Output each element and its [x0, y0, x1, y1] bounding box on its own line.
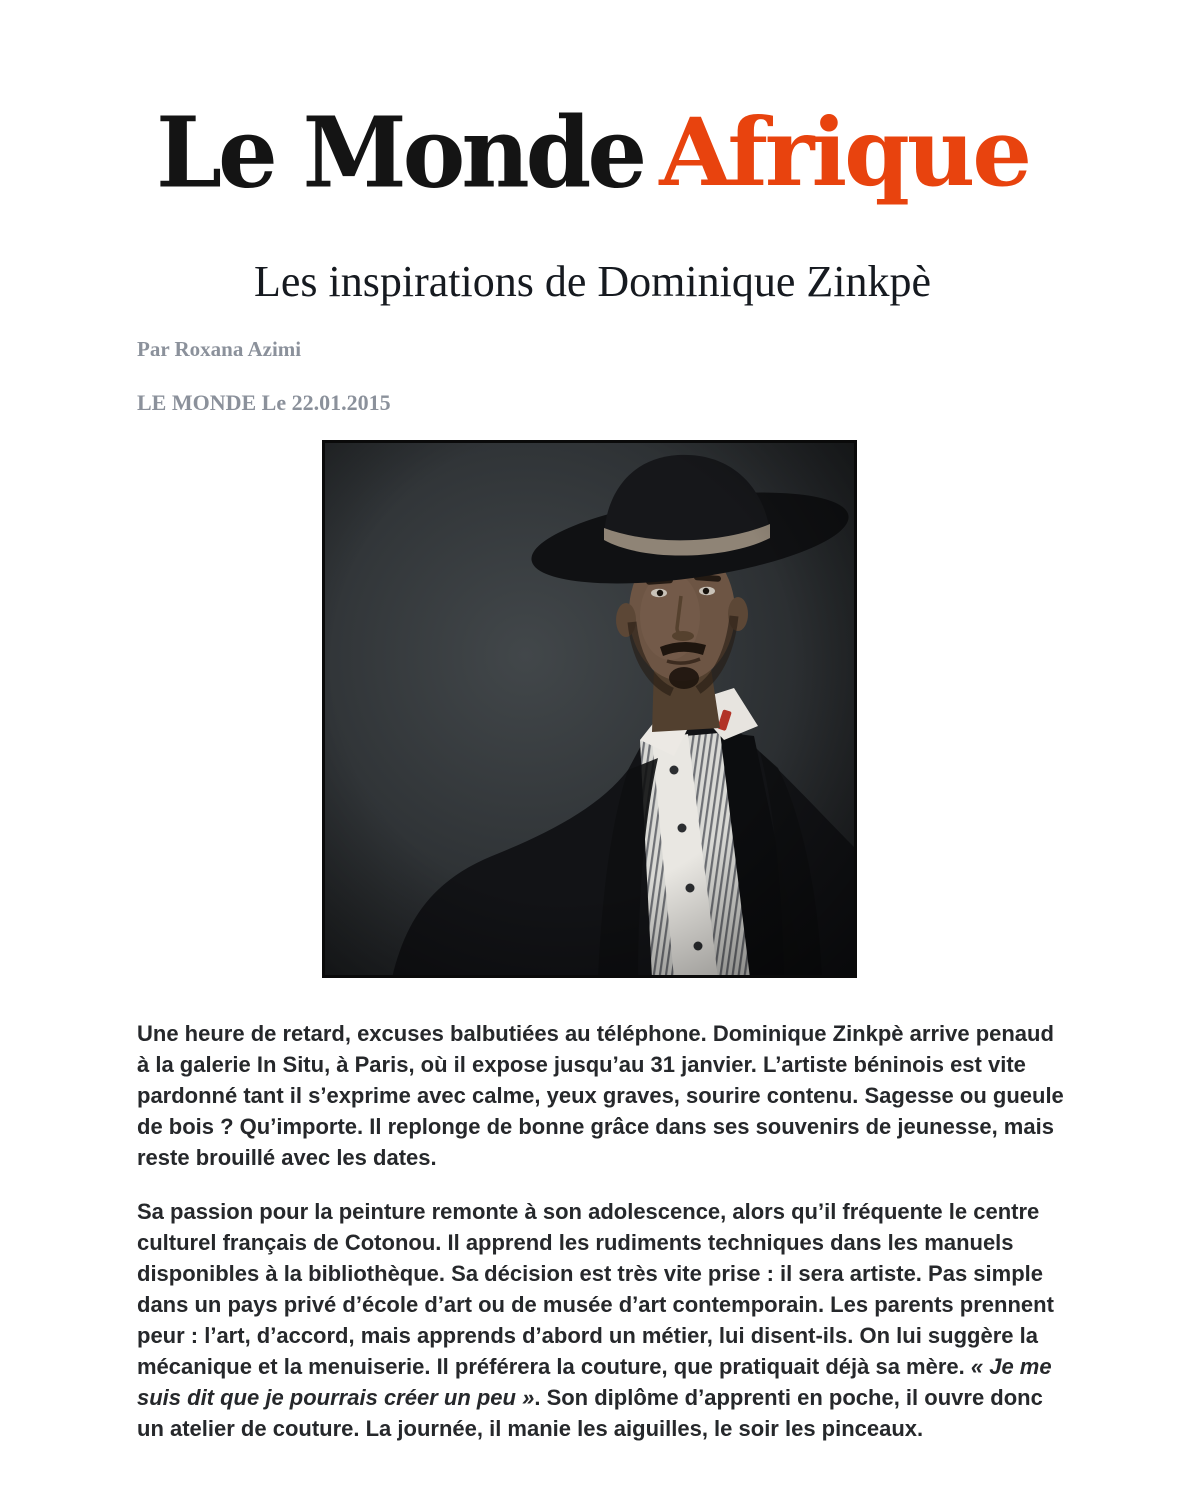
page-title: Les inspirations de Dominique Zinkpè — [254, 257, 931, 307]
dateline: LE MONDE Le 22.01.2015 — [137, 389, 391, 415]
portrait-photo — [322, 440, 857, 978]
afrique-logo: Afrique — [659, 98, 1030, 208]
paragraph-quote: « Je me suis dit que je pourrais créer un peu » — [137, 1353, 1052, 1410]
article-paragraph-1: Une heure de retard, excuses balbutiées au téléphone. Dominique Zinkpè arrive penaud à la galerie In Situ, à Paris, où il expose jusqu’au 31 janvier. L’artiste béninois est vite pardonné tant il s’exprime avec calme, yeux graves, sourire contenu. Sagesse ou gueule de bois ? Qu’importe. Il replonge de bonne grâce dans ses souvenirs de jeunesse, mais reste brouillé avec les dates. — [137, 1020, 1064, 1170]
byline: Par Roxana Azimi — [137, 336, 302, 361]
le-monde-logo: Le Monde — [155, 95, 644, 211]
article-paragraph-2 — [137, 1196, 1069, 1444]
paragraph-text-before-quote: Sa passion pour la peinture remonte à son adolescence, alors qu’il fréquente le centre culturel français de Cotonou. Il apprend les rudiments techniques dans les manuels disponibles à la bibliothèque. Sa décision est très vite prise : il sera artiste. Pas simple dans un pays privé d’école d’art ou de musée d’art contemporain. Les parents prennent peur : l’art, d’accord, mais apprends d’abord un métier, lui disent-ils. On lui suggère la mécanique et la menuiserie. Il préférera la couture, que pratiquait déjà sa mère. — [137, 1198, 1054, 1379]
paragraph-text-after-quote: . Son diplôme d’apprenti en poche, il ouvre donc un atelier de couture. La journée, il manie les aiguilles, le soir les pinceaux. — [137, 1384, 1043, 1441]
masthead — [0, 92, 1185, 214]
portrait-photo-image — [322, 440, 857, 978]
